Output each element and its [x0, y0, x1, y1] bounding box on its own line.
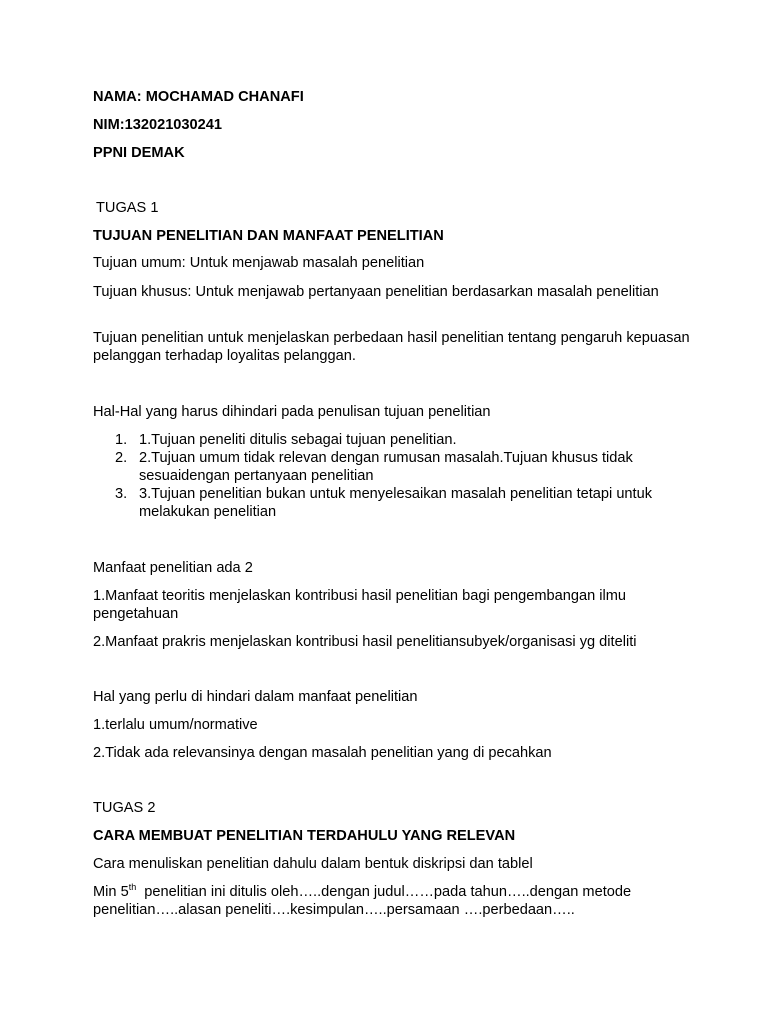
hal-manfaat-2: 2.Tidak ada relevansinya dengan masalah penelitian yang di pecahkan: [93, 745, 552, 761]
manfaat-teoritis: 1.Manfaat teoritis menjelaskan kontribusi hasil penelitian bagi pengembangan ilmu pengetahuan: [93, 588, 626, 622]
list-number: 1.: [115, 432, 128, 448]
list-number: 2.: [115, 450, 128, 466]
student-nim: NIM:132021030241: [93, 117, 223, 133]
student-name: NAMA: MOCHAMAD CHANAFI: [93, 89, 304, 105]
min-penelitian: [93, 883, 668, 919]
list-text: 3.Tujuan penelitian bukan untuk menyelesaikan masalah penelitian tetapi untuk melakukan penelitian: [139, 486, 653, 520]
list-text: 1.Tujuan peneliti ditulis sebagai tujuan penelitian.: [139, 432, 457, 448]
manfaat-heading: Manfaat penelitian ada 2: [93, 560, 253, 576]
tugas2-label: TUGAS 2: [93, 800, 156, 816]
tujuan-umum: Tujuan umum: Untuk menjawab masalah penelitian: [93, 255, 425, 271]
list-text: 2.Tujuan umum tidak relevan dengan rumusan masalah.Tujuan khusus tidak sesuaidengan pertanyaan penelitian: [139, 450, 633, 484]
organization: PPNI DEMAK: [93, 145, 185, 161]
tujuan-penelitian: Tujuan penelitian untuk menjelaskan perbedaan hasil penelitian tentang pengaruh kepuasan pelanggan terhadap loyalitas pelanggan.: [93, 330, 690, 364]
tugas2-heading: CARA MEMBUAT PENELITIAN TERDAHULU YANG RELEVAN: [93, 828, 516, 844]
hal-manfaat-heading: Hal yang perlu di hindari dalam manfaat penelitian: [93, 689, 418, 705]
manfaat-praktis: 2.Manfaat prakris menjelaskan kontribusi hasil penelitiansubyek/organisasi yg diteliti: [93, 634, 637, 650]
min-prefix: Min 5: [93, 884, 129, 900]
min-rest: penelitian ini ditulis oleh…..dengan judul……pada tahun…..dengan metode penelitian…..alasan peneliti….kesimpulan…..persamaan ….perbedaan…..: [93, 884, 636, 918]
tugas1-heading: TUJUAN PENELITIAN DAN MANFAAT PENELITIAN: [93, 228, 444, 244]
superscript-th: th: [128, 882, 137, 892]
hal-manfaat-1: 1.terlalu umum/normative: [93, 717, 258, 733]
cara-menuliskan: Cara menuliskan penelitian dahulu dalam bentuk diskripsi dan tablel: [93, 856, 533, 872]
hal-dihindari-heading: Hal-Hal yang harus dihindari pada penulisan tujuan penelitian: [93, 404, 491, 420]
list-number: 3.: [115, 486, 128, 502]
tujuan-khusus: Tujuan khusus: Untuk menjawab pertanyaan penelitian berdasarkan masalah penelitian: [93, 284, 659, 300]
tugas1-label: TUGAS 1: [96, 200, 159, 216]
